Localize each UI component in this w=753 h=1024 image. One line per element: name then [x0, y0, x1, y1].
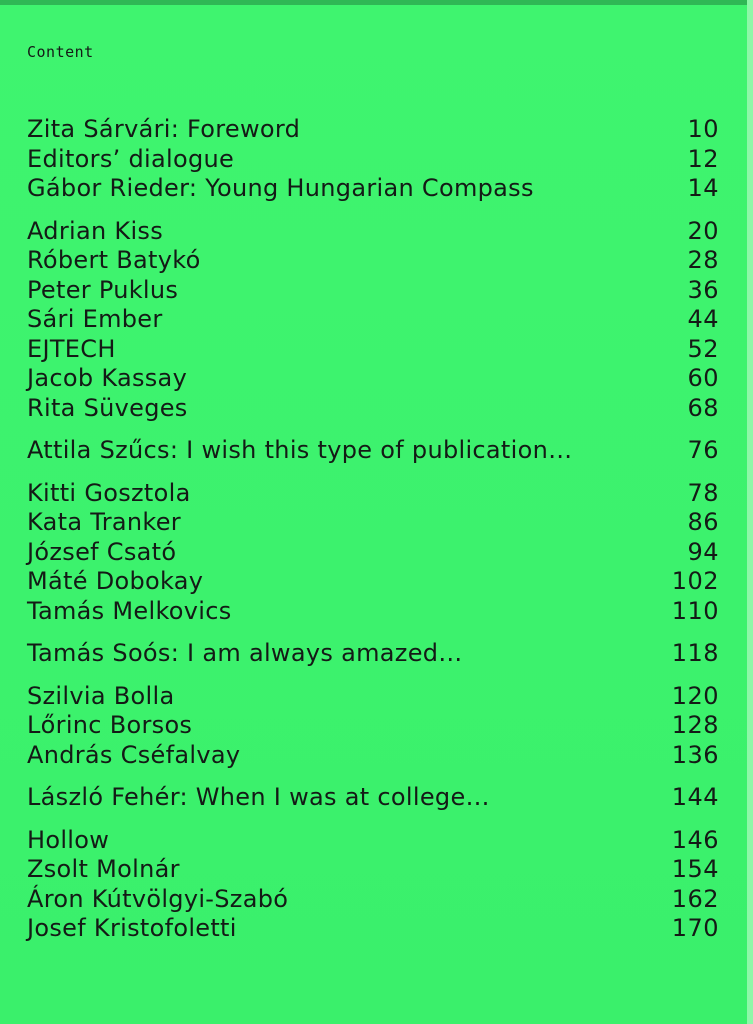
toc-entry-page-number: 20: [687, 216, 719, 245]
toc-entry-page-number: 52: [687, 334, 719, 363]
toc-entry-page-number: 110: [671, 596, 719, 625]
toc-entry: [27, 914, 719, 944]
toc-entry-title: András Cséfalvay: [27, 740, 241, 769]
page-heading: Content: [27, 43, 94, 61]
toc-entry-page-number: 68: [687, 393, 719, 422]
toc-group: [27, 783, 719, 813]
toc-entry-title: Peter Puklus: [27, 275, 179, 304]
toc-entry-page-number: 162: [671, 884, 719, 913]
toc-entry-title: Tamás Soós: I am always amazed…: [27, 639, 463, 667]
toc-entry-title: Editors’ dialogue: [27, 144, 235, 173]
toc-entry: [27, 538, 719, 568]
toc-entry-title: Hollow: [27, 825, 110, 854]
toc-entry: [27, 335, 719, 365]
toc-entry-page-number: 146: [671, 825, 719, 854]
toc-group: [27, 436, 719, 466]
toc-entry: [27, 783, 719, 813]
toc-entry-title: Attila Szűcs: I wish this type of publication…: [27, 436, 573, 464]
toc-entry-page-number: 144: [671, 783, 719, 811]
toc-entry: [27, 639, 719, 669]
toc-entry-title: Kata Tranker: [27, 508, 181, 536]
page-top-edge: [0, 0, 753, 5]
toc-entry: [27, 364, 719, 394]
toc-entry: [27, 217, 719, 247]
toc-group: [27, 115, 719, 204]
toc-entry-title: Máté Dobokay: [27, 567, 204, 595]
toc-entry-page-number: 120: [671, 681, 719, 710]
toc-entry-title: László Fehér: When I was at college…: [27, 783, 490, 811]
toc-entry: [27, 479, 719, 509]
toc-entry-page-number: 94: [687, 537, 719, 566]
toc-entry-page-number: 10: [687, 115, 719, 143]
toc-entry: [27, 276, 719, 306]
toc-entry: [27, 597, 719, 627]
toc-entry: [27, 246, 719, 276]
toc-entry-page-number: 170: [671, 914, 719, 942]
toc-entry: [27, 394, 719, 424]
toc-entry-page-number: 76: [687, 436, 719, 464]
toc-entry-page-number: 12: [687, 144, 719, 173]
toc-entry-page-number: 44: [687, 305, 719, 333]
toc-entry: [27, 682, 719, 712]
toc-entry-title: EJTECH: [27, 334, 116, 363]
toc-entry: [27, 855, 719, 885]
toc-entry-title: Zsolt Molnár: [27, 855, 180, 883]
toc-entry-title: Kitti Gosztola: [27, 478, 191, 507]
toc-entry-page-number: 128: [671, 711, 719, 739]
toc-entry-title: Róbert Batykó: [27, 246, 201, 274]
toc-entry: [27, 436, 719, 466]
toc-group: [27, 479, 719, 627]
toc-entry-page-number: 86: [687, 508, 719, 536]
toc-group: [27, 639, 719, 669]
toc-entry-title: Szilvia Bolla: [27, 681, 175, 710]
toc-group: [27, 826, 719, 944]
toc-entry-page-number: 28: [687, 246, 719, 274]
toc-entry-page-number: 78: [687, 478, 719, 507]
toc-entry: [27, 741, 719, 771]
toc-entry-page-number: 154: [671, 855, 719, 883]
toc-entry: [27, 115, 719, 145]
toc-entry-title: Áron Kútvölgyi-Szabó: [27, 884, 289, 913]
table-of-contents: [27, 115, 719, 957]
toc-entry-title: Lőrinc Borsos: [27, 711, 193, 739]
toc-entry: [27, 711, 719, 741]
toc-entry-title: Rita Süveges: [27, 393, 188, 422]
toc-entry-title: Josef Kristofoletti: [27, 914, 237, 942]
toc-entry-page-number: 136: [671, 740, 719, 769]
toc-entry-title: Sári Ember: [27, 305, 163, 333]
toc-entry: [27, 305, 719, 335]
toc-entry: [27, 508, 719, 538]
toc-entry-page-number: 14: [687, 174, 719, 202]
toc-entry-title: Gábor Rieder: Young Hungarian Compass: [27, 174, 534, 202]
toc-entry: [27, 145, 719, 175]
toc-entry-page-number: 118: [671, 639, 719, 667]
toc-entry: [27, 885, 719, 915]
toc-entry: [27, 567, 719, 597]
toc-group: [27, 217, 719, 424]
toc-entry: [27, 826, 719, 856]
toc-entry-title: József Csató: [27, 537, 177, 566]
toc-entry-title: Adrian Kiss: [27, 216, 164, 245]
toc-entry-title: Zita Sárvári: Foreword: [27, 115, 301, 143]
toc-entry: [27, 174, 719, 204]
toc-entry-page-number: 60: [687, 364, 719, 392]
toc-group: [27, 682, 719, 771]
toc-entry-page-number: 36: [687, 275, 719, 304]
toc-entry-title: Jacob Kassay: [27, 364, 188, 392]
page-right-edge: [747, 0, 753, 1024]
toc-entry-page-number: 102: [671, 567, 719, 595]
toc-entry-title: Tamás Melkovics: [27, 596, 232, 625]
